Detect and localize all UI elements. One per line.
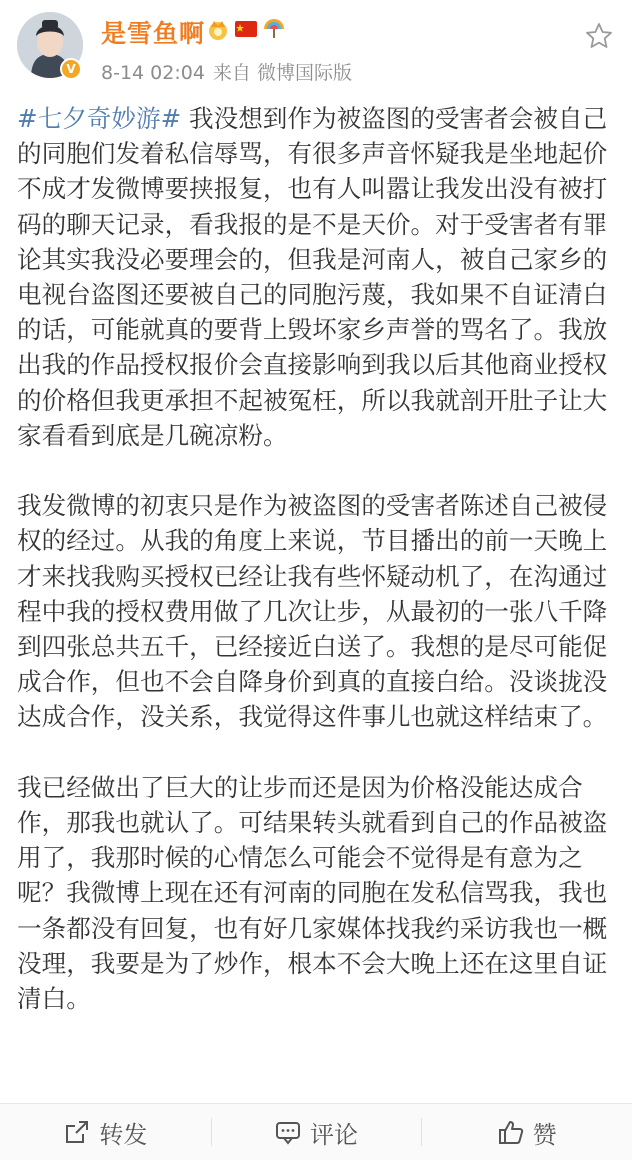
- text-line: 没理，我要是为了炒作，根本不会大晚上还在这里自证: [17, 948, 608, 978]
- text-line: 权的经过。从我的角度上来说，节目播出的前一天晚上: [17, 526, 608, 556]
- text-line: 家看看到底是几碗凉粉。: [17, 420, 288, 450]
- text-line: 的话，可能就真的要背上毁坏家乡声誉的骂名了。我放: [17, 315, 608, 345]
- text-line: 用了，我那时候的心情怎么可能会不觉得是有意为之: [17, 843, 583, 873]
- comment-button[interactable]: [211, 1104, 422, 1160]
- post-meta: [101, 58, 352, 85]
- text-line: 清白。: [17, 984, 91, 1014]
- post-source[interactable]: 来自 微博国际版: [212, 62, 352, 84]
- text-line: 作，那我也就认了。可结果转头就看到自己的作品被盗: [17, 808, 608, 838]
- text-line: 出我的作品授权报价会直接影响到我以后其他商业授权: [17, 350, 608, 380]
- thumbs-up-icon: [497, 1118, 525, 1146]
- text-line: 论其实我没必要理会的，但我是河南人，被自己家乡的: [17, 244, 608, 274]
- text-line: 成合作，但也不会自降身价到真的直接白给。没谈拢没: [17, 667, 608, 697]
- like-button[interactable]: [421, 1104, 632, 1160]
- text-line: 的价格但我更承担不起被冤枉，所以我就剖开肚子让大: [17, 385, 608, 415]
- text-line: 到四张总共五千，已经接近白送了。我想的是尽可能促: [17, 632, 608, 662]
- text-line: 我已经做出了巨大的让步而还是因为价格没能达成合: [17, 772, 583, 802]
- china-flag-icon: [234, 17, 258, 41]
- post-content: [17, 101, 615, 1016]
- post-header: [0, 0, 632, 100]
- comment-icon: [274, 1118, 302, 1146]
- comment-label: 评论: [310, 1120, 358, 1149]
- paragraph-1: [17, 101, 615, 453]
- post-timestamp: 8-14 02:04: [101, 62, 205, 84]
- repost-label: 转发: [99, 1120, 148, 1149]
- text-line: 不成才发微博要挟报复，也有人叫嚣让我发出没有被打: [17, 174, 608, 204]
- text-line: 达成合作，没关系，我觉得这件事儿也就这样结束了。: [17, 702, 608, 732]
- text-line-rest: 我没想到作为被盗图的受害者会被自己: [181, 104, 608, 133]
- text-line: 才来找我购买授权已经让我有些怀疑动机了，在沟通过: [17, 561, 608, 591]
- star-icon[interactable]: [585, 22, 613, 50]
- verified-badge-icon: V: [60, 58, 82, 80]
- text-line: 电视台盗图还要被自己的同胞污蔑，我如果不自证清白: [17, 280, 608, 310]
- repost-button[interactable]: [0, 1104, 211, 1160]
- text-line: 呢？我微博上现在还有河南的同胞在发私信骂我，我也: [17, 878, 608, 908]
- username[interactable]: 是雪鱼啊: [101, 19, 206, 48]
- like-label: 赞: [532, 1120, 557, 1149]
- topic-link[interactable]: #七夕奇妙游#: [17, 104, 182, 133]
- text-line: [17, 101, 615, 136]
- text-line: 码的聊天记录，看我报的是不是天价。对于受害者有罪: [17, 209, 608, 239]
- rainbow-umbrella-icon: [262, 17, 286, 41]
- paragraph-2: [17, 488, 615, 734]
- text-line: 程中我的授权费用做了几次让步，从最初的一张八千降: [17, 596, 608, 626]
- paragraph-3: [17, 770, 615, 1016]
- repost-icon: [63, 1118, 91, 1146]
- text-line: 我发微博的初衷只是作为被盗图的受害者陈述自己被侵: [17, 491, 608, 521]
- action-bar: [0, 1103, 632, 1160]
- text-line: 一条都没有回复，也有好几家媒体找我约采访我也一概: [17, 913, 608, 943]
- crown-badge-icon: [206, 17, 230, 41]
- text-line: 的同胞们发着私信辱骂，有很多声音怀疑我是坐地起价: [17, 139, 608, 169]
- user-badges: [206, 17, 286, 41]
